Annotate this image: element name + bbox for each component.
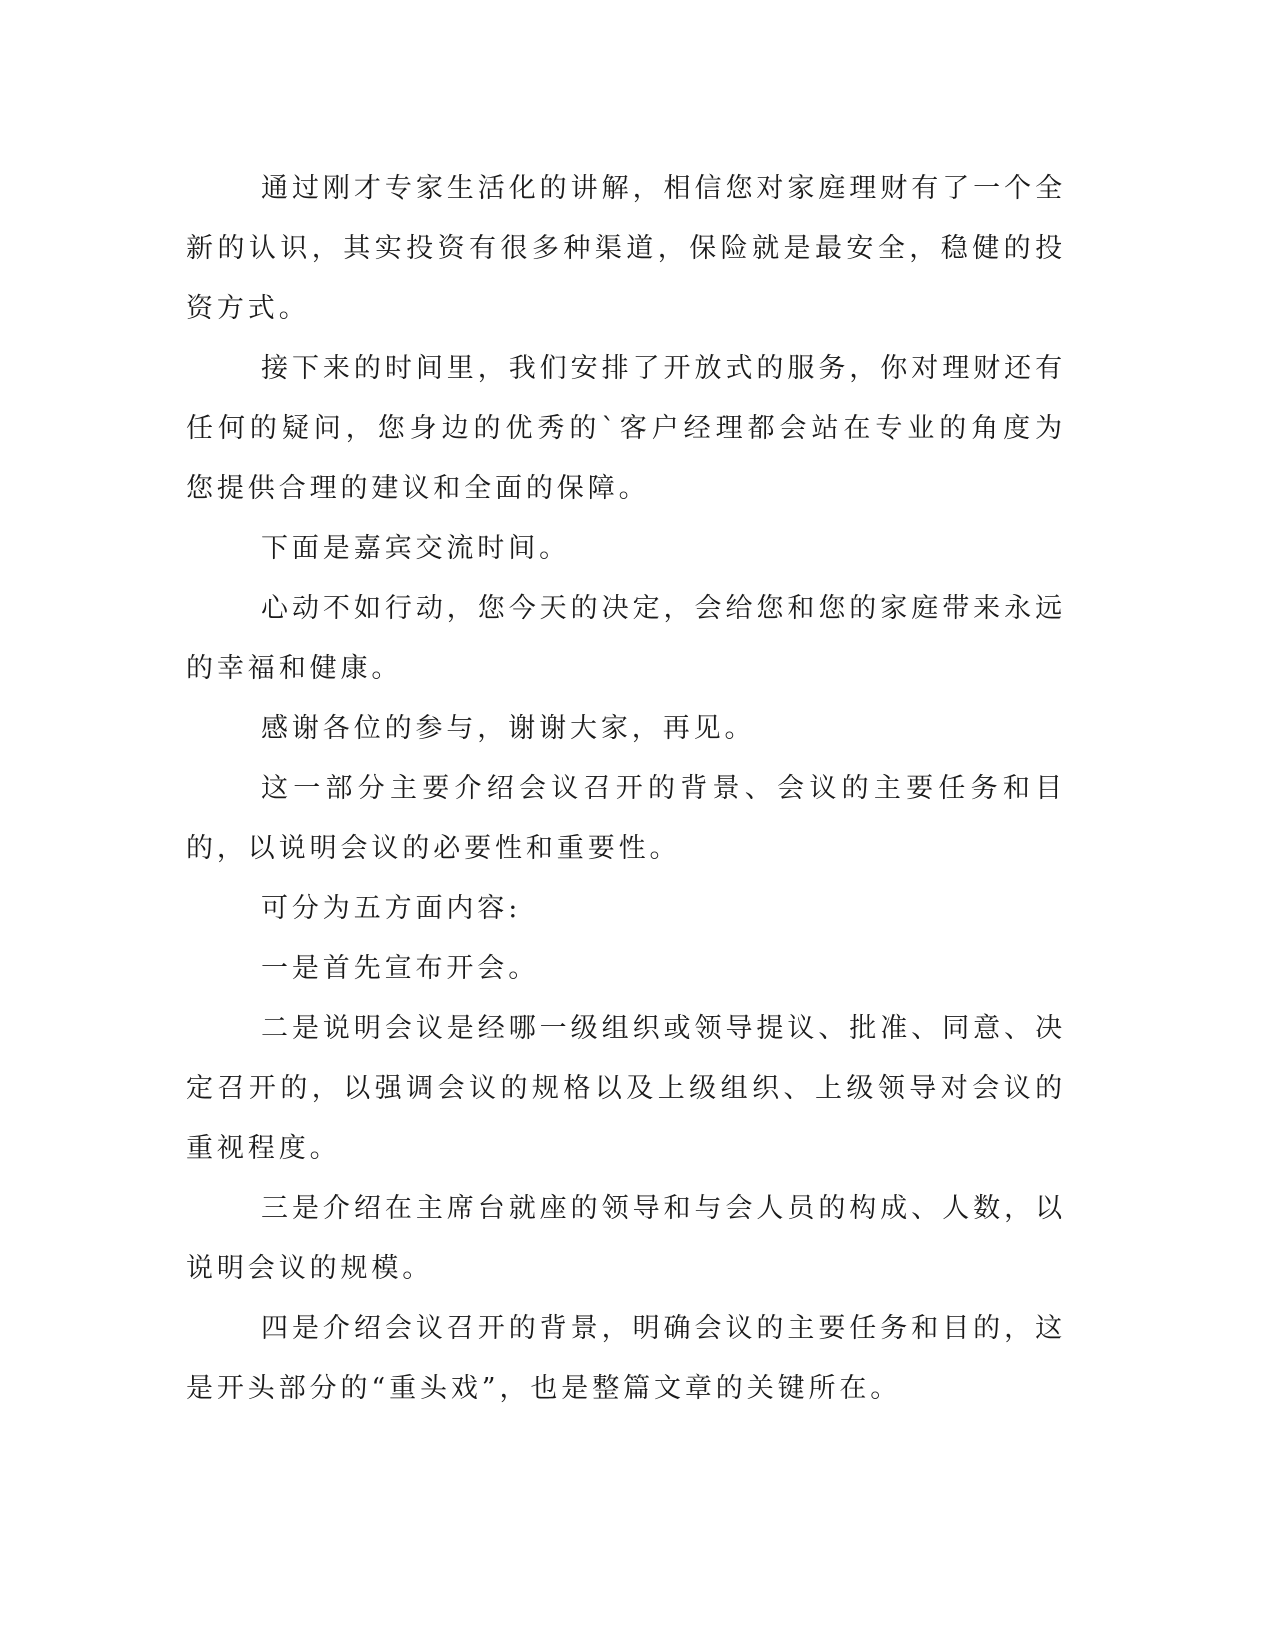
paragraph-5: 感谢各位的参与，谢谢大家，再见。: [261, 713, 756, 744]
paragraph-3: 下面是嘉宾交流时间。: [261, 533, 570, 564]
paragraph-11: 四是介绍会议召开的背景，明确会议的主要任务和目的，这是开头部分的“重头戏”，也是整篇文章的关键所在。: [186, 1313, 1066, 1404]
paragraph-9: 二是说明会议是经哪一级组织或领导提议、批准、同意、决定召开的，以强调会议的规格以及上级组织、上级领导对会议的重视程度。: [186, 1013, 1066, 1164]
paragraph-1: 通过刚才专家生活化的讲解，相信您对家庭理财有了一个全新的认识，其实投资有很多种渠道，保险就是最安全，稳健的投资方式。: [186, 173, 1066, 324]
paragraph-2: 接下来的时间里，我们安排了开放式的服务，你对理财还有任何的疑问，您身边的优秀的`客户经理都会站在专业的角度为您提供合理的建议和全面的保障。: [186, 353, 1066, 504]
paragraph-10: 三是介绍在主席台就座的领导和与会人员的构成、人数，以说明会议的规模。: [186, 1193, 1066, 1284]
document-body: [186, 159, 1066, 1419]
paragraph-6: 这一部分主要介绍会议召开的背景、会议的主要任务和目的，以说明会议的必要性和重要性。: [186, 773, 1066, 864]
paragraph-7: 可分为五方面内容:: [261, 893, 522, 924]
paragraph-8: 一是首先宣布开会。: [261, 953, 540, 984]
paragraph-4: 心动不如行动，您今天的决定，会给您和您的家庭带来永远的幸福和健康。: [186, 593, 1066, 684]
